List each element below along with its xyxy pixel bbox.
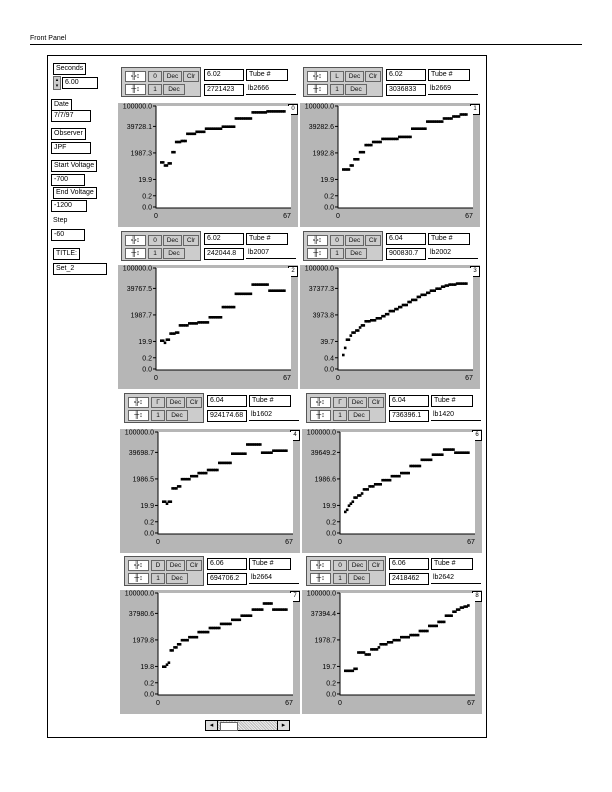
step-label: Step — [53, 217, 68, 224]
x-tick-label: 0 — [338, 700, 342, 707]
cursor-button-2[interactable]: Dec — [163, 235, 182, 246]
cursor-palette-2[interactable] — [121, 231, 201, 261]
graph-index-label: 3 — [470, 266, 480, 277]
date-label: Date — [51, 99, 72, 111]
data-point — [250, 293, 253, 296]
y-tick-label: 3973.8 — [312, 312, 334, 320]
observer-field[interactable]: JPF — [51, 142, 91, 154]
scroll-left-icon[interactable]: ◂ — [206, 721, 218, 730]
data-point — [405, 304, 408, 307]
data-point — [417, 634, 420, 637]
cursor-row2-button-1[interactable]: 1 — [148, 248, 162, 259]
data-point — [351, 164, 354, 167]
cursor-count-field[interactable]: 924174.68 — [207, 410, 247, 422]
x-tick-label: 67 — [285, 700, 293, 707]
data-point — [426, 630, 429, 633]
cursor-row2-button-1[interactable]: 1 — [333, 410, 347, 421]
y-tick-label: 1986.6 — [314, 476, 336, 484]
tube-id-field[interactable]: lb2669 — [428, 84, 478, 95]
data-point — [179, 485, 182, 488]
cursor-lock-icon[interactable]: ╫↕ — [307, 248, 328, 259]
data-point — [196, 636, 199, 639]
cursor-value-field[interactable]: 6.02 — [386, 69, 426, 81]
cursor-lock-icon[interactable]: ╫↕ — [125, 84, 146, 95]
plot-svg — [120, 590, 300, 714]
graph-index-label: 0 — [288, 104, 298, 115]
observer-label: Observer — [51, 128, 86, 140]
data-point — [244, 452, 247, 455]
cursor-button-1[interactable]: 0 — [148, 71, 162, 82]
cursor-button-3[interactable]: Clr — [365, 235, 381, 246]
cursor-button-3[interactable]: Clr — [368, 560, 384, 571]
data-point — [168, 661, 171, 664]
tube-id-field[interactable]: lb2642 — [431, 573, 481, 584]
cursor-palette-0[interactable] — [121, 67, 201, 97]
y-tick-label: 39698.7 — [128, 449, 154, 457]
cursor-value-field[interactable]: 6.04 — [389, 395, 429, 407]
y-tick-label: 19.9 — [320, 176, 334, 184]
data-point — [344, 347, 347, 350]
graph-8[interactable] — [302, 590, 482, 714]
cursor-button-2[interactable]: Dec — [348, 397, 367, 408]
plot-svg — [118, 103, 298, 227]
data-point — [352, 500, 355, 503]
data-point — [465, 113, 468, 116]
tube-label: Tube # — [428, 69, 470, 81]
cursor-count-field[interactable]: 3036833 — [386, 84, 426, 96]
graph-0[interactable] — [118, 103, 298, 227]
data-point — [270, 602, 273, 605]
cursor-palette-8[interactable] — [306, 556, 386, 586]
y-tick-label: 100000.0 — [306, 590, 336, 598]
graph-index-label: 4 — [290, 430, 300, 441]
y-tick-label: 0.0 — [326, 530, 336, 538]
plot-svg — [300, 103, 480, 227]
y-tick-label: 39282.6 — [308, 123, 334, 131]
data-point — [348, 338, 351, 341]
seconds-field[interactable]: 6.00 — [62, 77, 98, 89]
cursor-palette-4[interactable] — [124, 393, 204, 423]
cursor-move-icon[interactable]: ╬↕ — [125, 235, 146, 246]
cursor-move-icon[interactable]: ╬↕ — [307, 71, 328, 82]
data-point — [363, 151, 366, 154]
cursor-button-1[interactable]: L — [330, 71, 344, 82]
cursor-count-field[interactable]: 2721423 — [204, 84, 244, 96]
data-point — [162, 161, 165, 164]
x-tick-label: 67 — [283, 375, 291, 382]
cursor-value-field[interactable]: 6.02 — [204, 233, 244, 245]
cursor-row2-button-2[interactable]: Dec — [348, 573, 370, 584]
data-point — [233, 306, 236, 309]
data-point — [363, 324, 366, 327]
cursor-lock-icon[interactable]: ╫↕ — [128, 573, 149, 584]
data-point — [168, 338, 171, 341]
cursor-button-1[interactable]: Γ — [333, 397, 347, 408]
cursor-count-field[interactable]: 736396.1 — [389, 410, 429, 422]
data-point — [355, 668, 358, 671]
data-point — [378, 646, 381, 649]
data-point — [171, 649, 174, 652]
cursor-button-2[interactable]: Dec — [163, 71, 182, 82]
y-tick-label: 100000.0 — [122, 265, 152, 273]
cursor-count-field[interactable]: 242044.8 — [204, 248, 244, 260]
data-point — [283, 289, 286, 292]
x-tick-label: 0 — [154, 213, 158, 220]
cursor-palette-1[interactable] — [303, 67, 383, 97]
data-point — [285, 608, 288, 611]
cursor-row2-button-1[interactable]: 1 — [330, 248, 344, 259]
data-point — [441, 120, 444, 123]
start-voltage-label: Start Voltage — [51, 160, 97, 172]
data-point — [169, 162, 172, 165]
data-point — [229, 623, 232, 626]
graph-3[interactable] — [300, 265, 480, 389]
y-tick-label: 0.2 — [144, 680, 154, 688]
tube-id-field[interactable]: lb2002 — [428, 248, 478, 259]
cursor-button-3[interactable]: Clr — [186, 560, 202, 571]
y-tick-label: 1992.8 — [312, 150, 334, 158]
cursor-palette-3[interactable] — [303, 231, 383, 261]
data-point — [398, 639, 401, 642]
scroll-right-icon[interactable]: ▸ — [277, 721, 289, 730]
y-tick-label: 0.0 — [144, 691, 154, 699]
tube-id-field[interactable]: lb1420 — [431, 410, 481, 421]
cursor-button-1[interactable]: 0 — [330, 235, 344, 246]
seconds-label: Seconds — [53, 63, 86, 75]
data-point — [452, 448, 455, 451]
data-point — [379, 483, 382, 486]
data-point — [261, 608, 264, 611]
y-tick-label: 100000.0 — [122, 103, 152, 111]
data-point — [398, 475, 401, 478]
plot-svg — [120, 429, 300, 553]
y-tick-label: 1979.8 — [132, 637, 154, 645]
cursor-row2-button-1[interactable]: 1 — [330, 84, 344, 95]
data-point — [407, 472, 410, 475]
tube-label: Tube # — [249, 558, 291, 570]
graph-2[interactable] — [118, 265, 298, 389]
tube-label: Tube # — [246, 233, 288, 245]
cursor-count-field[interactable]: 900830.7 — [386, 248, 426, 260]
cursor-row2-button-2[interactable]: Dec — [166, 410, 188, 421]
data-point — [443, 621, 446, 624]
y-tick-label: 37394.4 — [310, 610, 336, 618]
x-tick-label: 67 — [285, 539, 293, 546]
x-tick-label: 0 — [338, 539, 342, 546]
cursor-button-2[interactable]: Dec — [345, 71, 364, 82]
cursor-count-field[interactable]: 694706.2 — [207, 573, 247, 585]
data-point — [441, 453, 444, 456]
x-tick-label: 67 — [467, 700, 475, 707]
data-point — [177, 331, 180, 334]
x-tick-label: 0 — [336, 375, 340, 382]
cursor-move-icon[interactable]: ╬↕ — [310, 560, 331, 571]
data-point — [259, 443, 262, 446]
cursor-button-3[interactable]: Clr — [183, 235, 199, 246]
cursor-button-1[interactable]: D — [151, 560, 165, 571]
plot-area — [340, 432, 475, 534]
data-point — [250, 614, 253, 617]
tube-id-field[interactable]: lb1602 — [249, 410, 299, 421]
x-tick-label: 0 — [154, 375, 158, 382]
tube-label: Tube # — [249, 395, 291, 407]
cursor-row2-button-1[interactable]: 1 — [151, 410, 165, 421]
data-point — [361, 492, 364, 495]
y-tick-label: 19.8 — [140, 663, 154, 671]
tube-id-field[interactable]: lb2666 — [246, 84, 296, 95]
cursor-button-3[interactable]: Clr — [183, 71, 199, 82]
title-label: TITLE: — [53, 248, 80, 260]
data-point — [409, 136, 412, 139]
y-tick-label: 0.2 — [142, 193, 152, 201]
cursor-button-2[interactable]: Dec — [345, 235, 364, 246]
y-tick-label: 0.0 — [324, 204, 334, 212]
graph-index-label: 6 — [472, 430, 482, 441]
data-point — [205, 472, 208, 475]
data-point — [342, 354, 345, 357]
data-point — [465, 282, 468, 285]
data-point — [387, 313, 390, 316]
cursor-button-2[interactable]: Dec — [348, 560, 367, 571]
cursor-move-icon[interactable]: ╬↕ — [307, 235, 328, 246]
cursor-button-1[interactable]: Γ — [151, 397, 165, 408]
cursor-move-icon[interactable]: ╬↕ — [310, 397, 331, 408]
data-point — [164, 342, 167, 345]
cursor-move-icon[interactable]: ╬↕ — [128, 397, 149, 408]
start-voltage-field[interactable]: -700 — [51, 174, 85, 186]
data-point — [188, 478, 191, 481]
data-point — [233, 125, 236, 128]
graph-7[interactable] — [120, 590, 300, 714]
data-point — [366, 488, 369, 491]
y-tick-label: 0.2 — [324, 193, 334, 201]
data-point — [203, 131, 206, 134]
y-tick-label: 19.9 — [138, 176, 152, 184]
cursor-lock-icon[interactable]: ╫↕ — [125, 248, 146, 259]
data-point — [419, 465, 422, 468]
x-tick-label: 67 — [467, 539, 475, 546]
data-point — [250, 117, 253, 120]
y-tick-label: 39767.5 — [126, 285, 152, 293]
x-tick-label: 0 — [336, 213, 340, 220]
cursor-row2-button-2[interactable]: Dec — [345, 84, 367, 95]
graph-1[interactable] — [300, 103, 480, 227]
cursor-value-field[interactable]: 6.06 — [389, 558, 429, 570]
y-tick-label: 0.2 — [326, 680, 336, 688]
data-point — [430, 459, 433, 462]
cursor-button-3[interactable]: Clr — [186, 397, 202, 408]
data-point — [218, 627, 221, 630]
y-tick-label: 0.2 — [142, 355, 152, 363]
x-tick-label: 67 — [283, 213, 291, 220]
date-field[interactable]: 7/7/97 — [51, 110, 91, 122]
data-point — [196, 475, 199, 478]
graph-index-label: 1 — [470, 104, 480, 115]
y-tick-label: 19.9 — [322, 502, 336, 510]
y-tick-label: 19.9 — [140, 502, 154, 510]
step-field[interactable]: -60 — [51, 229, 85, 241]
window-title: Front Panel — [30, 35, 67, 42]
y-tick-label: 0.2 — [326, 519, 336, 527]
plot-area — [340, 593, 475, 695]
cursor-button-2[interactable]: Dec — [166, 560, 185, 571]
end-voltage-field[interactable]: -1200 — [51, 200, 87, 212]
y-tick-label: 0.0 — [144, 530, 154, 538]
y-tick-label: 19.7 — [322, 663, 336, 671]
graph-6[interactable] — [302, 429, 482, 553]
x-tick-label: 0 — [156, 700, 160, 707]
plot-area — [158, 432, 293, 534]
cursor-value-field[interactable]: 6.02 — [204, 69, 244, 81]
plot-area — [338, 106, 473, 208]
data-point — [467, 451, 470, 454]
graph-index-label: 8 — [472, 591, 482, 602]
data-point — [435, 625, 438, 628]
tube-label: Tube # — [246, 69, 288, 81]
cursor-button-1[interactable]: 0 — [148, 235, 162, 246]
y-tick-label: 100000.0 — [304, 265, 334, 273]
y-tick-label: 1987.7 — [130, 312, 152, 320]
data-point — [186, 639, 189, 642]
cursor-palette-7[interactable] — [124, 556, 204, 586]
title-divider — [30, 44, 582, 45]
plot-svg — [302, 429, 482, 553]
y-tick-label: 37377.3 — [308, 285, 334, 293]
y-tick-label: 1986.5 — [132, 476, 154, 484]
data-point — [173, 151, 176, 154]
y-tick-label: 0.4 — [324, 355, 334, 363]
plot-svg — [302, 590, 482, 714]
cursor-lock-icon[interactable]: ╫↕ — [307, 84, 328, 95]
y-tick-label: 1978.7 — [314, 637, 336, 645]
cursor-row2-button-1[interactable]: 1 — [333, 573, 347, 584]
tube-label: Tube # — [431, 558, 473, 570]
y-tick-label: 1987.3 — [130, 150, 152, 158]
scroll-thumb[interactable] — [220, 722, 238, 731]
cursor-lock-icon[interactable]: ╫↕ — [310, 573, 331, 584]
data-point — [283, 110, 286, 113]
cursor-palette-6[interactable] — [306, 393, 386, 423]
data-point — [357, 329, 360, 332]
title-field[interactable]: Set_2 — [53, 263, 107, 275]
cursor-button-1[interactable]: 0 — [333, 560, 347, 571]
data-point — [207, 631, 210, 634]
tube-label: Tube # — [431, 395, 473, 407]
data-point — [467, 604, 470, 607]
cursor-button-3[interactable]: Clr — [365, 71, 381, 82]
data-point — [424, 127, 427, 130]
x-tick-label: 67 — [465, 375, 473, 382]
seconds-stepper[interactable]: ▴ ▾ — [53, 76, 61, 90]
plot-svg — [118, 265, 298, 389]
y-tick-label: 37980.6 — [128, 610, 154, 618]
x-tick-label: 67 — [465, 213, 473, 220]
graph-4[interactable] — [120, 429, 300, 553]
plot-area — [156, 106, 291, 208]
data-point — [346, 509, 349, 512]
cursor-lock-icon[interactable]: ╫↕ — [128, 410, 149, 421]
cursor-value-field[interactable]: 6.04 — [386, 233, 426, 245]
cursor-count-field[interactable]: 2418462 — [389, 573, 429, 585]
cursor-row2-button-2[interactable]: Dec — [163, 248, 185, 259]
cursor-value-field[interactable]: 6.04 — [207, 395, 247, 407]
plot-area — [338, 268, 473, 370]
y-tick-label: 0.0 — [142, 204, 152, 212]
y-tick-label: 39649.2 — [310, 449, 336, 457]
data-point — [184, 140, 187, 143]
cursor-row2-button-2[interactable]: Dec — [163, 84, 185, 95]
y-tick-label: 100000.0 — [124, 590, 154, 598]
y-tick-label: 100000.0 — [304, 103, 334, 111]
data-point — [175, 646, 178, 649]
tube-id-field[interactable]: lb2007 — [246, 248, 296, 259]
data-point — [415, 299, 418, 302]
end-voltage-label: End Voltage — [53, 187, 97, 199]
x-tick-label: 0 — [156, 539, 160, 546]
y-tick-label: 100000.0 — [124, 429, 154, 437]
y-tick-label: 39.7 — [320, 338, 334, 346]
data-point — [379, 141, 382, 144]
data-point — [229, 462, 232, 465]
data-point — [357, 158, 360, 161]
data-point — [207, 321, 210, 324]
cursor-value-field[interactable]: 6.06 — [207, 558, 247, 570]
horizontal-scrollbar[interactable] — [205, 720, 290, 731]
graph-index-label: 2 — [288, 266, 298, 277]
cursor-row2-button-2[interactable]: Dec — [345, 248, 367, 259]
cursor-move-icon[interactable]: ╬↕ — [125, 71, 146, 82]
plot-svg — [300, 265, 480, 389]
cursor-button-2[interactable]: Dec — [166, 397, 185, 408]
cursor-lock-icon[interactable]: ╫↕ — [310, 410, 331, 421]
data-point — [239, 619, 242, 622]
data-point — [266, 283, 269, 286]
y-tick-label: 0.0 — [324, 366, 334, 374]
data-point — [389, 479, 392, 482]
data-point — [179, 643, 182, 646]
y-tick-label: 0.0 — [326, 691, 336, 699]
data-point — [348, 168, 351, 171]
tube-label: Tube # — [428, 233, 470, 245]
y-tick-label: 39728.1 — [126, 123, 152, 131]
graph-index-label: 7 — [290, 591, 300, 602]
tube-id-field[interactable]: lb2664 — [249, 573, 299, 584]
data-point — [216, 469, 219, 472]
cursor-button-3[interactable]: Clr — [368, 397, 384, 408]
data-point — [170, 500, 173, 503]
y-tick-label: 0.0 — [142, 366, 152, 374]
cursor-row2-button-2[interactable]: Dec — [166, 573, 188, 584]
y-tick-label: 100000.0 — [306, 429, 336, 437]
y-tick-label: 19.9 — [138, 338, 152, 346]
data-point — [220, 316, 223, 319]
y-tick-label: 0.2 — [144, 519, 154, 527]
data-point — [370, 144, 373, 147]
cursor-move-icon[interactable]: ╬↕ — [128, 560, 149, 571]
data-point — [350, 334, 353, 337]
cursor-row2-button-1[interactable]: 1 — [148, 84, 162, 95]
data-point — [450, 614, 453, 617]
data-point — [368, 653, 371, 656]
cursor-row2-button-2[interactable]: Dec — [348, 410, 370, 421]
data-point — [285, 449, 288, 452]
cursor-row2-button-1[interactable]: 1 — [151, 573, 165, 584]
plot-area — [156, 268, 291, 370]
